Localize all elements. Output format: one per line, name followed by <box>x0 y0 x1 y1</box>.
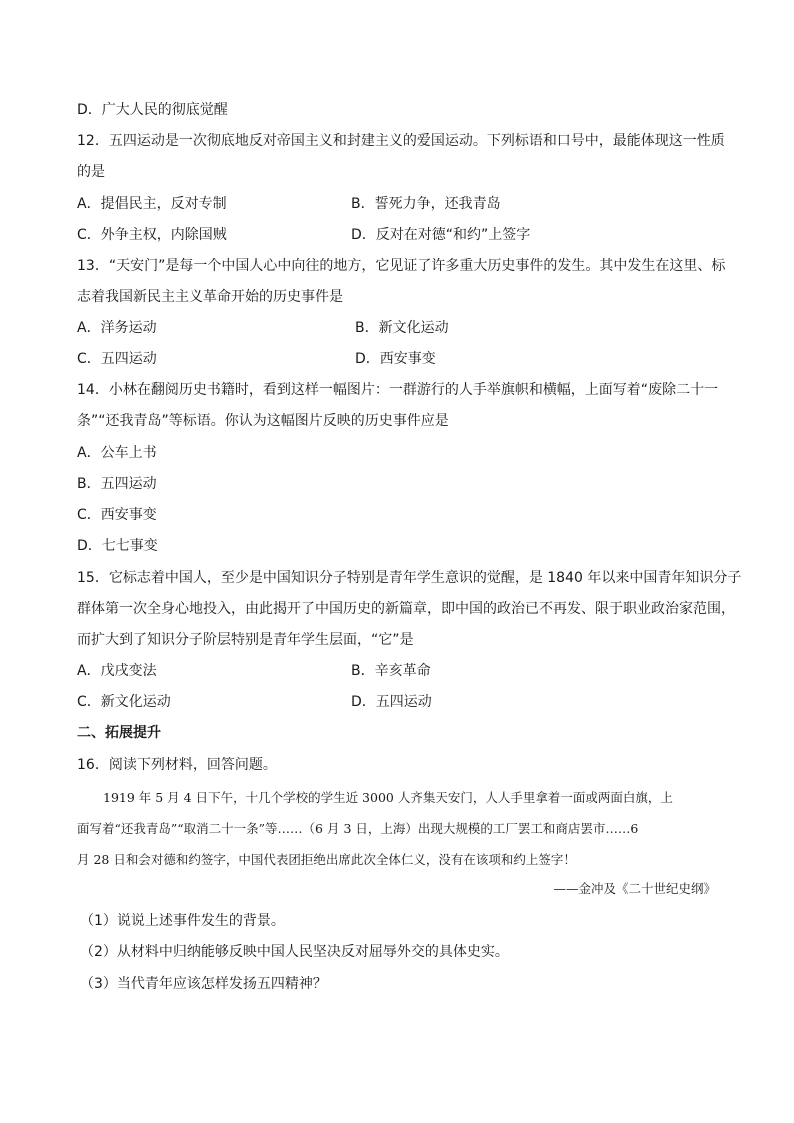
q15-option-d: D．五四运动 <box>351 694 432 710</box>
q13-stem-line2: 志着我国新民主主义革命开始的历史事件是 <box>77 289 343 305</box>
q16-subquestion-3: （3）当代青年应该怎样发扬五四精神？ <box>80 976 327 992</box>
q12-option-b: B．誓死力争，还我青岛 <box>351 196 501 212</box>
q16-stem: 16．阅读下列材料，回答问题。 <box>77 757 277 773</box>
q15-option-c: C．新文化运动 <box>77 694 171 710</box>
q15-stem-line1: 15．它标志着中国人，至少是中国知识分子特别是青年学生意识的觉醒，是 1840 年以来中国青年知识分子 <box>77 570 742 586</box>
q16-subquestion-2: （2）从材料中归纳能够反映中国人民坚决反对屈辱外交的具体史实。 <box>80 944 509 960</box>
q14-option-a: A．公车上书 <box>77 445 157 461</box>
q16-material-line3: 月 28 日和会对德和约签字，中国代表团拒绝出席此次全体仁义，没有在该项和约上签字！ <box>77 852 576 867</box>
q12-stem-line2: 的是 <box>77 164 105 180</box>
prev-option-d: D．广大人民的彻底觉醒 <box>77 102 228 118</box>
q15-option-a: A．戊戌变法 <box>77 663 157 679</box>
q16-subquestion-1: （1）说说上述事件发生的背景。 <box>80 913 285 929</box>
q14-option-b: B．五四运动 <box>77 476 157 492</box>
q14-option-c: C．西安事变 <box>77 507 157 523</box>
q12-option-c: C．外争主权，内除国贼 <box>77 227 227 243</box>
q12-option-d: D．反对在对德“和约”上签字 <box>351 227 531 243</box>
q13-option-a: A．洋务运动 <box>77 320 157 336</box>
q16-material-line2: 面写着“还我青岛”“取消二十一条”等……（6 月 3 日，上海）出现大规模的工厂罢工和商店罢市……6 <box>77 821 639 836</box>
q12-stem-line1: 12．五四运动是一次彻底地反对帝国主义和封建主义的爱国运动。下列标语和口号中，最能体现这一性质 <box>77 133 725 149</box>
q16-material-line1: 1919 年 5 月 4 日下午，十几个学校的学生近 3000 人齐集天安门，人人手里拿着一面或两面白旗，上 <box>103 790 673 805</box>
q14-option-d: D．七七事变 <box>77 538 158 554</box>
q14-stem-line2: 条”“还我青岛”等标语。你认为这幅图片反映的历史事件应是 <box>77 413 449 429</box>
q13-stem-line1: 13．“天安门”是每一个中国人心中向往的地方，它见证了许多重大历史事件的发生。其中发生在这里、标 <box>77 258 726 274</box>
q13-option-b: B．新文化运动 <box>355 320 449 336</box>
q13-option-d: D．西安事变 <box>355 351 436 367</box>
section-title: 二、拓展提升 <box>77 725 161 741</box>
q14-stem-line1: 14．小林在翻阅历史书籍时，看到这样一幅图片：一群游行的人手举旗帜和横幅，上面写着“废除二十一 <box>77 382 719 398</box>
q16-material-source: ——金冲及《二十世纪史纲》 <box>553 881 716 896</box>
q15-stem-line3: 而扩大到了知识分子阶层特别是青年学生层面，“它”是 <box>77 632 414 648</box>
q15-option-b: B．辛亥革命 <box>351 663 431 679</box>
q15-stem-line2: 群体第一次全身心地投入，由此揭开了中国历史的新篇章，即中国的政治已不再发、限于职业政治家范围， <box>77 601 735 617</box>
q12-option-a: A．提倡民主，反对专制 <box>77 196 227 212</box>
q13-option-c: C．五四运动 <box>77 351 157 367</box>
